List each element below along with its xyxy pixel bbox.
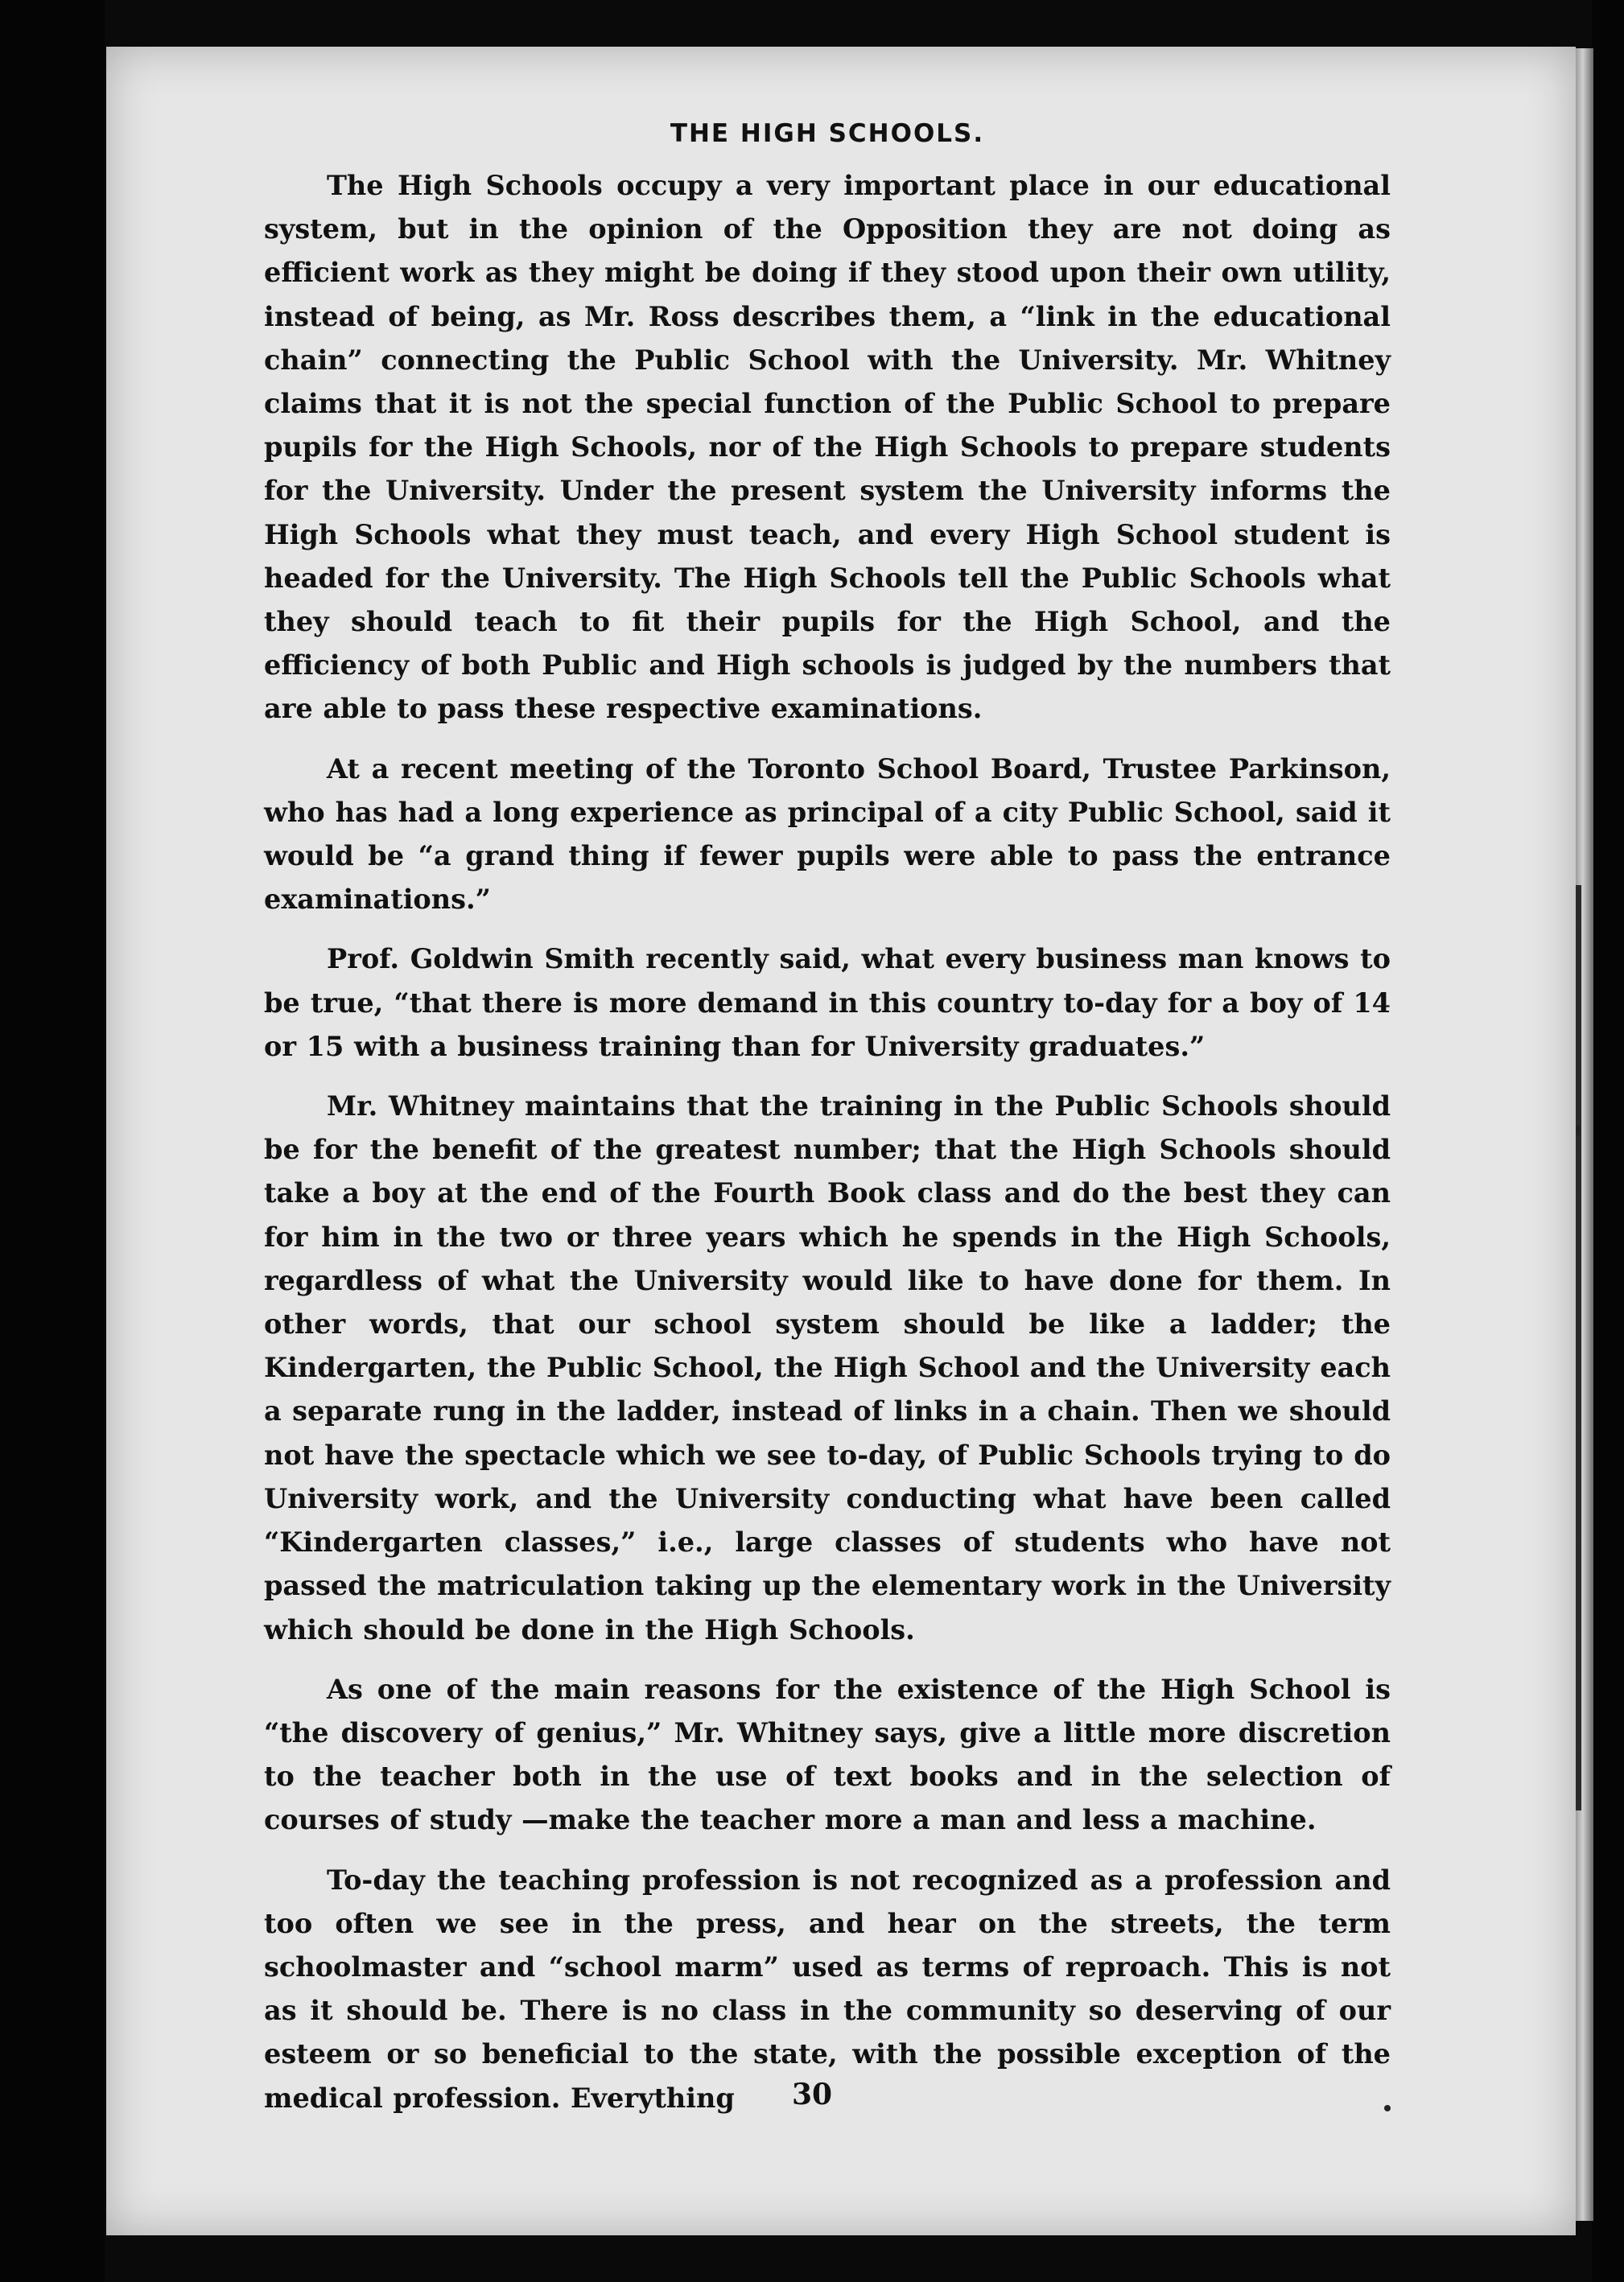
page-title: THE HIGH SCHOOLS. [670, 119, 985, 148]
scan-speck [1576, 1125, 1581, 1136]
paragraph-2: At a recent meeting of the Toronto School Board, Trustee Parkinson, who has had a long experience as principal of a city Public School, said it would be “a grand thing if fewer pupils were able to pass the entrance examinations.” [264, 752, 1391, 916]
scan-border-right [1592, 0, 1624, 2282]
page-number: 30 [791, 2078, 833, 2111]
paragraph-6: To-day the teaching profession is not recognized as a profession and too often we see in the press, and hear on the streets, the term schoolmaster and “school marm” used as terms of reproach. This is not as it should be. There is no class in the community so deserving of our esteem or so beneficial to the state, with the possible exception of the medical profession. Everything [264, 1864, 1391, 2114]
scan-speck [1384, 2105, 1391, 2111]
paragraph-1: The High Schools occupy a very important place in our educational system, but in the opinion of the Opposition they are not doing as efficient work as they might be doing if they stood upon their own utility, instead of being, as Mr. Ross describes them, a “link in the educational chain” connecting the Public School with the University. Mr. Whitney claims that it is not the special function of the Public School to prepare pupils for the High Schools, nor of the High Schools to prepare students for the University. Under the present system the University informs the High Schools what they must teach, and every High School student is headed for the University. The High Schools tell the Public Schools what they should teach to fit their pupils for the High School, and the efficiency of both Public and High schools is judged by the numbers that are able to pass these respective examinations. [264, 170, 1391, 725]
page-text [264, 117, 1391, 2136]
paragraph-3: Prof. Goldwin Smith recently said, what every business man knows to be true, “that there is more demand in this country to-day for a boy of 14 or 15 with a business training than for University graduates.” [264, 943, 1391, 1062]
scan-border-left [0, 0, 105, 2282]
scanned-page [106, 47, 1576, 2235]
paragraph-4: Mr. Whitney maintains that the training in the Public Schools should be for the benefit of the greatest number; that the High Schools should take a boy at the end of the Fourth Book class and do the best they can for him in the two or three years which he spends in the High Schools, regardless of what the University would like to have done for them. In other words, that our school system should be like a ladder; the Kindergarten, the Public School, the High School and the University each a separate rung in the ladder, instead of links in a chain. Then we should not have the spectacle which we see to-day, of Public Schools trying to do University work, and the University conducting what have been called “Kindergarten classes,” i.e., large classes of students who have not passed the matriculation taking up the elementary work in the University which should be done in the High Schools. [264, 1090, 1391, 1646]
paragraph-5: As one of the main reasons for the existence of the High School is “the discovery of genius,” Mr. Whitney says, give a little more discretion to the teacher both in the use of text books and in the selection of courses of study —make the teacher more a man and less a machine. [264, 1673, 1391, 1836]
